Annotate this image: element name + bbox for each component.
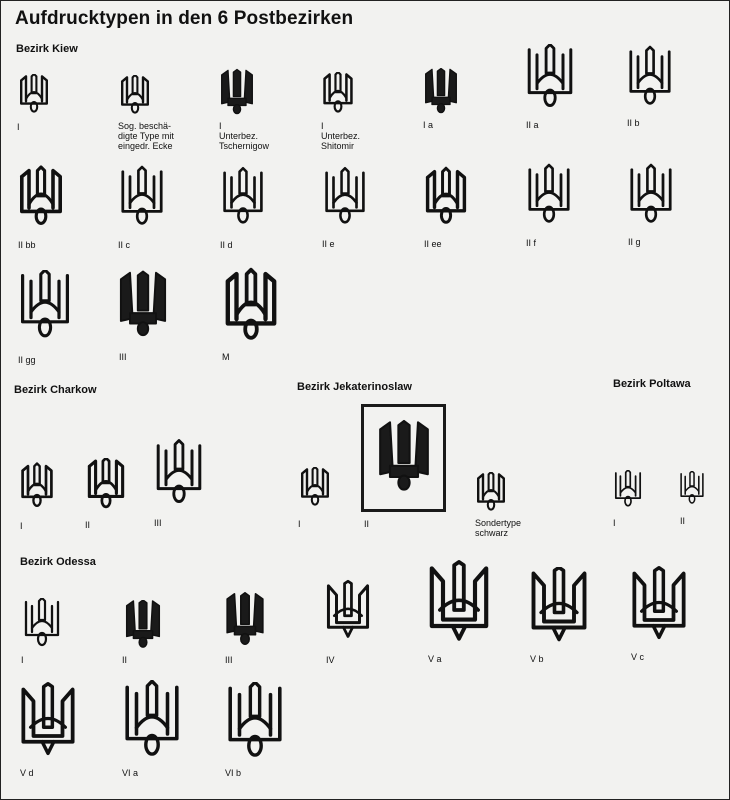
stamp-label: VI a bbox=[122, 768, 139, 778]
trident-icon bbox=[224, 682, 286, 760]
stamp-label: II bbox=[680, 516, 686, 526]
stamp-label: II g bbox=[628, 237, 641, 247]
section-title-kiew: Bezirk Kiew bbox=[16, 43, 78, 55]
stamp-label: V a bbox=[428, 654, 442, 664]
trident-icon bbox=[525, 160, 573, 230]
trident-icon bbox=[121, 600, 165, 648]
trident-icon bbox=[612, 470, 644, 508]
stamp-label: II ee bbox=[424, 239, 442, 249]
stamp-label: I bbox=[298, 519, 301, 529]
trident-icon bbox=[19, 680, 77, 760]
stamp-label: I Unterbez. Shitomir bbox=[321, 121, 361, 151]
stamp-label: Sog. beschä- digte Type mit eingedr. Ecke bbox=[118, 121, 174, 151]
stamp-label: VI b bbox=[225, 768, 242, 778]
trident-icon bbox=[474, 472, 508, 512]
trident-icon bbox=[20, 598, 64, 648]
stamp-label: I a bbox=[423, 120, 434, 130]
stamp-label: I bbox=[613, 518, 616, 528]
section-title-poltawa: Bezirk Poltawa bbox=[613, 378, 691, 390]
trident-icon bbox=[222, 266, 280, 346]
trident-icon bbox=[376, 418, 432, 494]
stamp-label: I bbox=[21, 655, 24, 665]
trident-icon bbox=[529, 567, 589, 643]
trident-icon bbox=[630, 565, 688, 643]
stamp-label: IV bbox=[326, 655, 335, 665]
stamp-label: V c bbox=[631, 652, 645, 662]
trident-icon bbox=[17, 163, 65, 231]
stamp-label: III bbox=[119, 352, 127, 362]
trident-icon bbox=[321, 72, 355, 114]
section-title-charkow: Bezirk Charkow bbox=[14, 384, 97, 396]
trident-icon bbox=[84, 458, 128, 510]
trident-icon bbox=[427, 560, 491, 644]
trident-icon bbox=[17, 270, 73, 340]
stamp-label: I Unterbez. Tschernigow bbox=[219, 121, 270, 151]
stamp-label: V b bbox=[530, 654, 544, 664]
trident-icon bbox=[19, 460, 55, 512]
stamp-label: II a bbox=[526, 120, 539, 130]
stamp-label: II f bbox=[526, 238, 537, 248]
section-title-odessa: Bezirk Odessa bbox=[20, 556, 96, 568]
trident-icon bbox=[17, 74, 51, 114]
stamp-label: II gg bbox=[18, 355, 36, 365]
trident-icon bbox=[626, 44, 674, 110]
trident-icon bbox=[220, 163, 266, 231]
trident-icon bbox=[423, 163, 469, 231]
trident-icon bbox=[118, 75, 152, 115]
trident-icon bbox=[678, 471, 706, 505]
trident-icon bbox=[224, 591, 266, 647]
stamp-label: II b bbox=[627, 118, 640, 128]
trident-icon bbox=[524, 44, 576, 110]
trident-icon bbox=[219, 66, 255, 118]
stamp-label: I bbox=[17, 122, 20, 132]
stamp-label: M bbox=[222, 352, 230, 362]
stamp-label: II d bbox=[220, 240, 233, 250]
trident-icon bbox=[117, 268, 169, 340]
trident-icon bbox=[118, 163, 166, 231]
trident-icon bbox=[322, 163, 368, 231]
stamp-label: II e bbox=[322, 239, 335, 249]
stamp-label: I bbox=[20, 521, 23, 531]
stamp-label: III bbox=[154, 518, 162, 528]
page-title: Aufdrucktypen in den 6 Postbezirken bbox=[15, 8, 354, 29]
section-title-jekaterinoslaw: Bezirk Jekaterinoslaw bbox=[297, 381, 412, 393]
trident-icon bbox=[153, 433, 205, 513]
stamp-label: II bb bbox=[18, 240, 36, 250]
trident-icon bbox=[627, 160, 675, 230]
stamp-label: II c bbox=[118, 240, 131, 250]
stamp-label: II bbox=[122, 655, 128, 665]
trident-icon bbox=[298, 467, 332, 507]
trident-icon bbox=[121, 680, 183, 760]
trident-icon bbox=[325, 576, 371, 644]
stamp-label: V d bbox=[20, 768, 34, 778]
stamp-label: II bbox=[85, 520, 91, 530]
stamp-label: Sondertype schwarz bbox=[475, 518, 522, 538]
trident-icon bbox=[423, 68, 459, 114]
stamp-label: II bbox=[364, 519, 370, 529]
stamp-label: III bbox=[225, 655, 233, 665]
